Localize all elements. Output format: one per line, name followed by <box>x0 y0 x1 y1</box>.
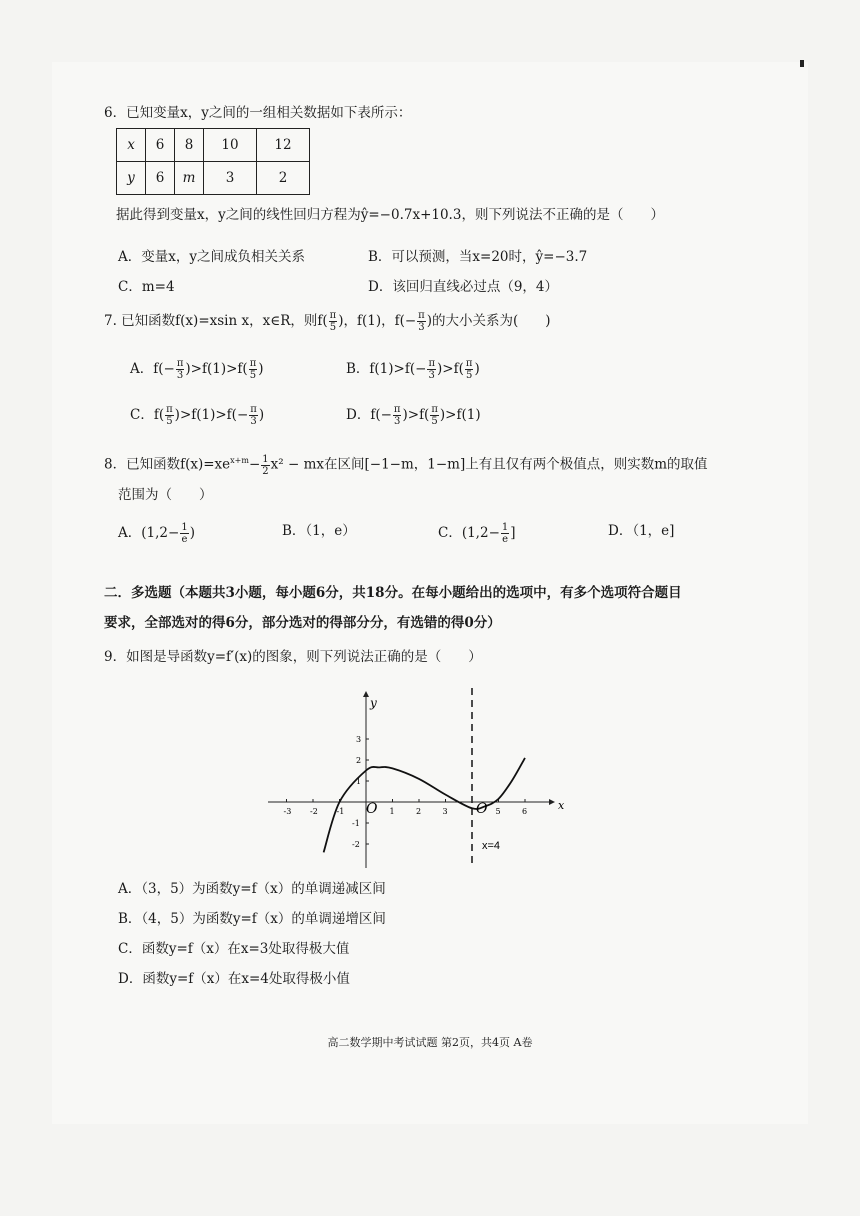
frac-denominator: e <box>181 534 188 545</box>
x-tick-label: -2 <box>310 807 318 816</box>
y-tick-label: -1 <box>352 819 360 828</box>
q6-option-a: A．变量x，y之间成负相关关系 <box>118 249 305 265</box>
option-text: )>f(1) <box>439 407 481 423</box>
section-heading-line2: 要求，全部选对的得6分，部分选对的得部分分，有选错的得0分） <box>104 615 501 631</box>
q9-option-c: C．函数y=f（x）在x=3处取得极大值 <box>118 941 350 957</box>
table-cell: m <box>175 162 204 195</box>
frac-numerator: π <box>418 310 425 321</box>
x-tick-label: -3 <box>283 807 292 816</box>
q7-option-d <box>346 404 481 427</box>
option-text: B．f(1)>f(− <box>346 361 427 377</box>
option-text: C．(1,2− <box>438 525 500 541</box>
q8-stem-b: − <box>248 456 261 473</box>
table-cell: 6 <box>146 129 175 162</box>
fraction-one-over-e <box>501 522 509 545</box>
frac-numerator: 1 <box>501 522 509 533</box>
option-text: )>f( <box>437 361 464 377</box>
frac-denominator: 5 <box>465 370 473 381</box>
vline-label: x=4 <box>482 840 501 852</box>
frac-numerator: 1 <box>262 453 269 465</box>
fraction-pi-over-3 <box>176 358 185 381</box>
frac-numerator: π <box>176 358 184 369</box>
table-cell: 6 <box>146 162 175 195</box>
frac-denominator: 5 <box>249 370 257 381</box>
table-cell: 3 <box>204 162 257 195</box>
q6-option-b: B．可以预测，当x=20时，ŷ=−3.7 <box>368 249 588 265</box>
q6-table <box>116 128 310 195</box>
frac-numerator: π <box>393 404 401 415</box>
frac-numerator: π <box>428 358 436 369</box>
q7-option-c <box>130 404 264 427</box>
fraction-pi-over-3 <box>427 358 436 381</box>
q8-option-d: D．（1，e] <box>608 523 675 539</box>
q7-stem-a: 7. 已知函数f(x)=xsin x，x∈R，则f( <box>104 313 328 329</box>
table-cell: 8 <box>175 129 204 162</box>
frac-numerator: π <box>166 404 173 415</box>
option-text: ) <box>189 525 195 541</box>
option-text: ) <box>258 361 264 377</box>
fraction-pi-over-3 <box>249 404 258 427</box>
x-tick-label: 1 <box>389 807 395 816</box>
q8-stem-a: 8．已知函数f(x)=xe <box>104 456 231 473</box>
option-text: )>f( <box>402 407 430 423</box>
page-footer: 高二数学期中考试试题 第2页，共4页 A卷 <box>327 1036 533 1049</box>
q7-stem <box>104 310 551 333</box>
y-tick-label: -2 <box>352 840 360 849</box>
option-text: A．f(− <box>130 361 175 377</box>
q7-stem-b: )，f(1)，f(− <box>338 313 417 329</box>
frac-numerator: 1 <box>181 522 188 533</box>
x-tick-label: 2 <box>416 807 422 816</box>
q9-option-a: A．（3，5）为函数y=f（x）的单调递减区间 <box>118 881 386 897</box>
section-heading-line1: 二．多选题（本题共3小题，每小题6分，共18分。在每小题给出的选项中，有多个选项符合题目 <box>104 585 682 601</box>
q8-option-c <box>438 522 516 545</box>
frac-denominator: 3 <box>418 322 425 333</box>
table-row <box>117 162 310 195</box>
q7-option-a <box>130 358 264 381</box>
frac-denominator: e <box>502 534 509 545</box>
fraction-pi-over-5 <box>430 404 439 427</box>
table-header-cell: y <box>117 162 146 195</box>
table-cell: 2 <box>257 162 310 195</box>
q6-option-c: C．m=4 <box>118 279 175 295</box>
fraction-pi-over-5 <box>329 310 338 333</box>
fraction-pi-over-5 <box>465 358 474 381</box>
q6-option-d: D．该回归直线必过点（9，4） <box>368 279 559 295</box>
q8-stem-c: x² − mx在区间[−1−m，1−m]上有且仅有两个极值点，则实数m的取值 <box>270 456 708 473</box>
frac-denominator: 5 <box>329 322 337 333</box>
table-row <box>117 129 310 162</box>
corner-mark <box>800 60 804 67</box>
x-tick-label: 3 <box>442 807 448 816</box>
y-tick-label: 1 <box>356 777 362 786</box>
fraction-pi-over-3 <box>417 310 426 333</box>
origin-label: O <box>366 801 378 817</box>
option-text: C．f( <box>130 407 165 423</box>
frac-numerator: π <box>465 358 473 369</box>
frac-numerator: π <box>329 310 337 321</box>
frac-numerator: π <box>431 404 438 415</box>
option-text: ] <box>510 525 516 541</box>
x-tick-label: 5 <box>495 807 501 816</box>
frac-denominator: 5 <box>166 416 173 427</box>
q7-option-b <box>346 358 480 381</box>
option-text: A．(1,2− <box>118 525 180 541</box>
option-text: )>f(1)>f(− <box>174 407 249 423</box>
exponent: x+m <box>230 456 249 465</box>
q9-option-d: D．函数y=f（x）在x=4处取得极小值 <box>118 971 350 987</box>
x-tick-label: 6 <box>522 807 528 816</box>
fraction-pi-over-5 <box>249 358 258 381</box>
frac-denominator: 3 <box>428 370 435 381</box>
q9-stem: 9．如图是导函数y=f′(x)的图象，则下列说法正确的是（ ） <box>104 649 482 665</box>
q6-regression-line: 据此得到变量x，y之间的线性回归方程为ŷ=−0.7x+10.3，则下列说法不正确的是（ ） <box>116 207 664 223</box>
derivative-graph <box>262 682 582 874</box>
fraction-half <box>261 454 269 477</box>
frac-denominator: 5 <box>431 416 438 427</box>
q6-stem: 6．已知变量x，y之间的一组相关数据如下表所示： <box>104 105 412 121</box>
q7-stem-c: )的大小关系为( ) <box>426 313 551 329</box>
fraction-one-over-e <box>180 522 188 545</box>
y-axis-label: y <box>370 696 377 710</box>
table-cell: 10 <box>204 129 257 162</box>
table-cell: 12 <box>257 129 310 162</box>
frac-numerator: π <box>250 404 257 415</box>
fraction-pi-over-5 <box>165 404 174 427</box>
x-axis-label: x <box>558 799 565 812</box>
frac-denominator: 3 <box>394 416 401 427</box>
q8-option-a <box>118 522 195 545</box>
origin-label-duplicate: O <box>476 801 488 817</box>
option-text: D．f(− <box>346 407 392 423</box>
option-text: ) <box>474 361 480 377</box>
q9-option-b: B．（4，5）为函数y=f（x）的单调递增区间 <box>118 911 386 927</box>
option-text: ) <box>258 407 265 423</box>
q8-stem-line2: 范围为（ ） <box>118 487 213 503</box>
frac-numerator: π <box>249 358 257 369</box>
x-tick-label: -1 <box>336 807 345 816</box>
table-header-cell: x <box>117 129 146 162</box>
frac-denominator: 2 <box>262 465 269 477</box>
frac-denominator: 3 <box>250 416 257 427</box>
frac-denominator: 3 <box>176 370 184 381</box>
y-tick-label: 3 <box>356 735 362 744</box>
derivative-curve <box>324 758 528 853</box>
y-tick-label: 2 <box>356 756 362 765</box>
q8-option-b: B．（1，e） <box>282 523 356 539</box>
q8-stem <box>104 452 708 477</box>
fraction-pi-over-3 <box>393 404 402 427</box>
option-text: )>f(1)>f( <box>185 361 248 377</box>
